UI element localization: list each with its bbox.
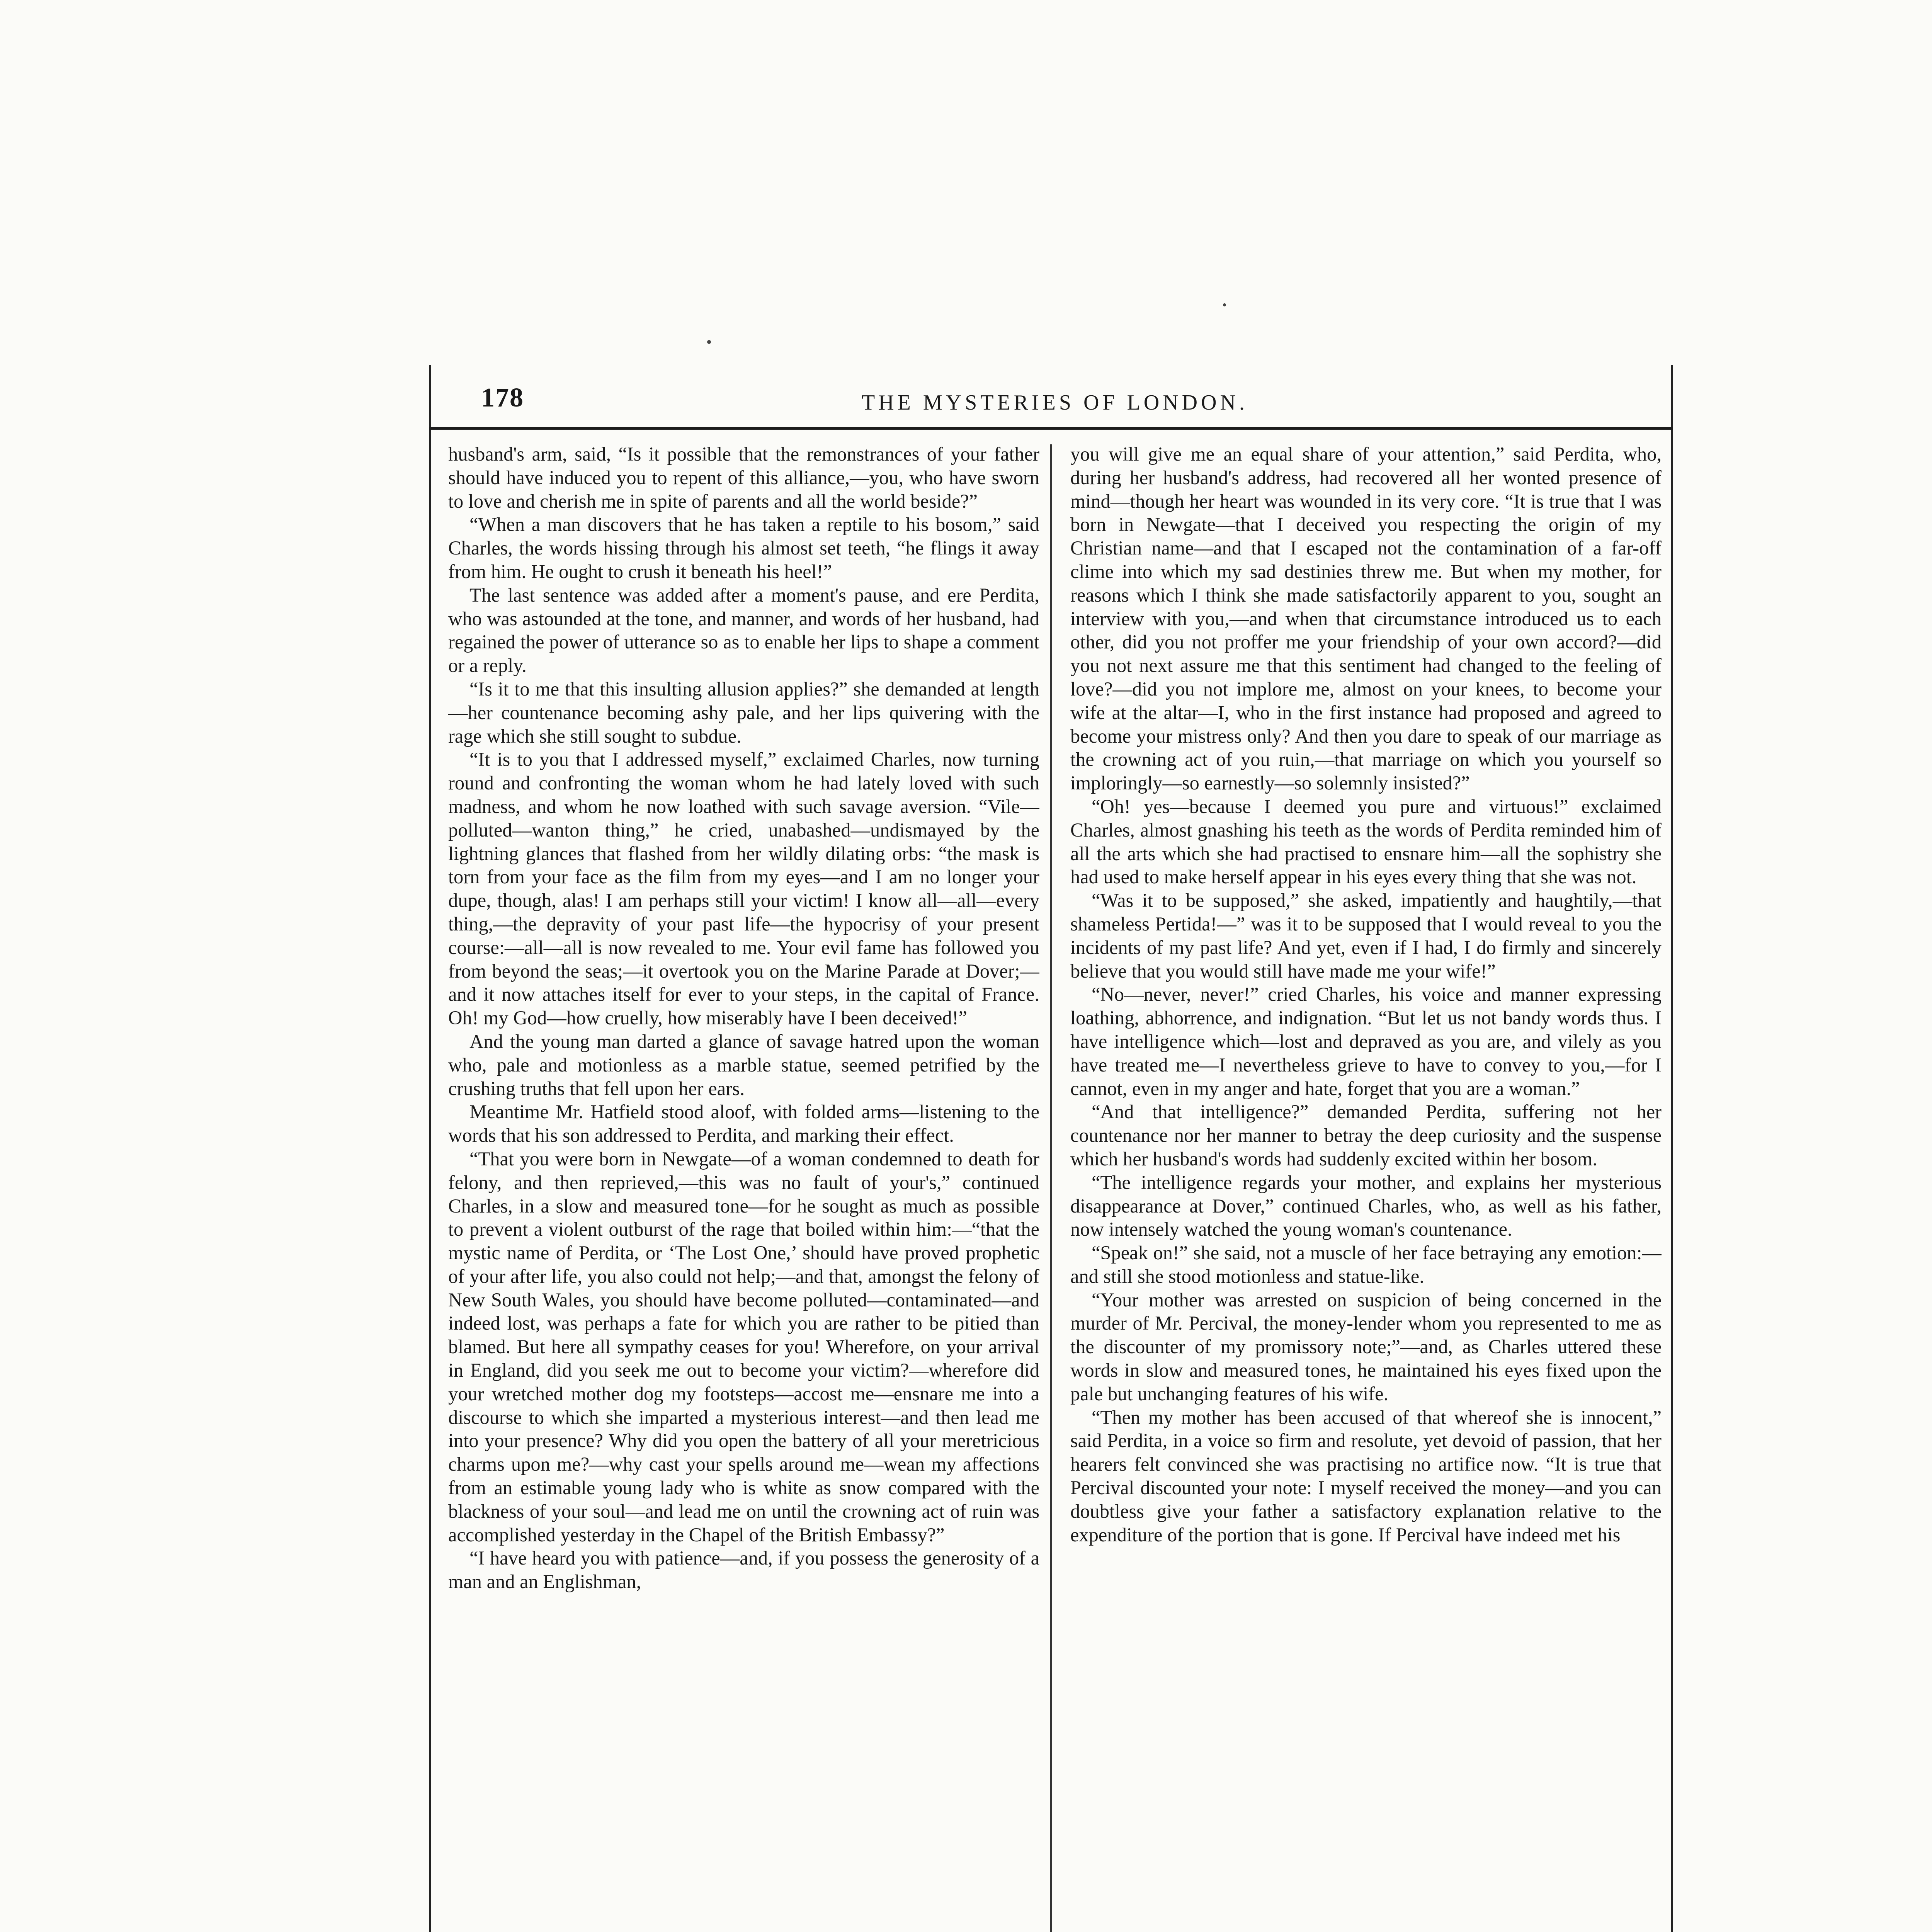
scan-speck bbox=[707, 340, 711, 344]
paragraph: Meantime Mr. Hatfield stood aloof, with folded arms—listening to the words that his son addressed to Perdita, and marking their effect. bbox=[448, 1101, 1039, 1146]
paragraph: The last sentence was added after a moment's pause, and ere Perdita, who was astounded at the tone, and manner, and words of her husband, had regained the power of utterance so as to enable her lips to shape a comment or a reply. bbox=[448, 584, 1039, 677]
paragraph: “I have heard you with patience—and, if you possess the generosity of a man and an Englishman, bbox=[448, 1547, 1039, 1593]
paragraph: “Oh! yes—because I deemed you pure and virtuous!” exclaimed Charles, almost gnashing his teeth as the words of Perdita reminded him of all the arts which she had practised to ensnare him—all the sophistry she had used to make herself appear in his eyes every thing that she was not. bbox=[1070, 795, 1662, 888]
paragraph: husband's arm, said, “Is it possible that the remonstrances of your father should have induced you to repent of this alliance,—you, who have sworn to love and cherish me in spite of parents and all the world beside?” bbox=[448, 443, 1039, 512]
paragraph: And the young man darted a glance of savage hatred upon the woman who, pale and motionless as a marble statue, seemed petrified by the crushing truths that fell upon her ears. bbox=[448, 1030, 1039, 1099]
text-column-left bbox=[448, 442, 1039, 1932]
text-column-right bbox=[1070, 442, 1662, 1932]
paragraph: “Was it to be supposed,” she asked, impatiently and haughtily,—that shameless Pertida!—” was it to be supposed that I would reveal to you the incidents of my past life? And yet, even if I had, I do firmly and sincerely believe that you would still have made me your wife!” bbox=[1070, 889, 1662, 982]
header-rule bbox=[429, 427, 1673, 430]
paragraph: “When a man discovers that he has taken a reptile to his bosom,” said Charles, the words hissing through his almost set teeth, “he flings it away from him. He ought to crush it beneath his heel!” bbox=[448, 514, 1039, 582]
page-number: 178 bbox=[481, 383, 524, 413]
paragraph: “The intelligence regards your mother, and explains her mysterious disappearance at Dover,” continued Charles, who, as well as his father, now intensely watched the young woman's countenance. bbox=[1070, 1171, 1662, 1240]
paragraph: “And that intelligence?” demanded Perdita, suffering not her countenance nor her manner to betray the deep curiosity and the suspense which her husband's words had suddenly excited within her bosom. bbox=[1070, 1101, 1662, 1170]
paragraph: “Then my mother has been accused of that whereof she is innocent,” said Perdita, in a voice so firm and resolute, yet devoid of passion, that her hearers felt convinced she was practising no artifice now. “It is true that Percival discounted your note: I myself received the money—and you can doubtless give your father a satisfactory explanation relative to the expenditure of the portion that is gone. If Percival have indeed met his bbox=[1070, 1406, 1662, 1546]
running-head: THE MYSTERIES OF LONDON. bbox=[862, 391, 1248, 415]
paragraph: “That you were born in Newgate—of a woman condemned to death for felony, and then reprieved,—this was no fault of your's,” continued Charles, in a slow and measured tone—for he sought as much as possible to prevent a violent outburst of the rage that boiled within him:—“that the mystic name of Perdita, or ‘The Lost One,’ should have proved prophetic of your after life, you also could not help;—and that, amongst the felony of New South Wales, you should have become polluted—contaminated—and indeed lost, was perhaps a fate for which you are rather to be pitied than blamed. But here all sympathy ceases for you! Wherefore, on your arrival in England, did you seek me out to become your victim?—wherefore did your wretched mother dog my footsteps—accost me—ensnare me into a discourse to which she imparted a mysterious interest—and then lead me into your presence? Why did you open the battery of all your meretricious charms upon me?—why cast your spells around me—wean my affections from an estimable young lady who is white as snow compared with the blackness of your soul—and lead me on until the crowning act of ruin was accomplished yesterday in the Chapel of the British Embassy?” bbox=[448, 1148, 1039, 1546]
paragraph: “No—never, never!” cried Charles, his voice and manner expressing loathing, abhorrence, and indignation. “But let us not bandy words thus. I have intelligence which—lost and depraved as you are, and vilely as you have treated me—I nevertheless grieve to have to convey to you,—for I cannot, even in my anger and hate, forget that you are a woman.” bbox=[1070, 983, 1662, 1099]
paragraph: “It is to you that I addressed myself,” exclaimed Charles, now turning round and confronting the woman whom he had lately loved with such madness, and whom he now loathed with such savage aversion. “Vile—polluted—wanton thing,” he cried, unabashed—undismayed by the lightning glances that flashed from her wildly dilating orbs: “the mask is torn from your face as the film from my eyes—and I am no longer your dupe, though, alas! I am perhaps still your victim! I know all—all—every thing,—the depravity of your past life—the hypocrisy of your present course:—all—all is now revealed to me. Your evil fame has followed you from beyond the seas;—it overtook you on the Marine Parade at Dover;—and it now attaches itself for ever to your steps, in the capital of France. Oh! my God—how cruelly, how miserably have I been deceived!” bbox=[448, 748, 1039, 1029]
paragraph: “Your mother was arrested on suspicion of being concerned in the murder of Mr. Percival, the money-lender whom you represented to me as the discounter of my promissory note;”—and, as Charles uttered these words in slow and measured tones, he maintained his eyes fixed upon the pale but unchanging features of his wife. bbox=[1070, 1289, 1662, 1405]
paragraph: you will give me an equal share of your attention,” said Perdita, who, during her husband's address, had recovered all her wonted presence of mind—though her heart was wounded in its very core. “It is true that I was born in Newgate—that I deceived you respecting the origin of my Christian name—and that I escaped not the contamination of a far-off clime into which my sad destinies threw me. But when my mother, for reasons which I think she made satisfactorily apparent to you, sought an interview with you,—and when that circumstance introduced us to each other, did you not proffer me your friendship of your own accord?—did you not next assure me that this sentiment had changed to the feeling of love?—did you not implore me, almost on your knees, to become your wife at the altar—I, who in the first instance had proposed and agreed to become your mistress only? And then you dare to speak of our marriage as the crowning act of you ruin,—that marriage on which you yourself so imploringly—so earnestly—so solemnly insisted?” bbox=[1070, 443, 1662, 794]
paragraph: “Is it to me that this insulting allusion applies?” she demanded at length—her countenance becoming ashy pale, and her lips quivering with the rage which she still sought to subdue. bbox=[448, 678, 1039, 747]
column-divider bbox=[1050, 444, 1052, 1932]
scan-speck bbox=[1223, 303, 1226, 306]
paragraph: “Speak on!” she said, not a muscle of her face betraying any emotion:—and still she stood motionless and statue-like. bbox=[1070, 1242, 1662, 1287]
